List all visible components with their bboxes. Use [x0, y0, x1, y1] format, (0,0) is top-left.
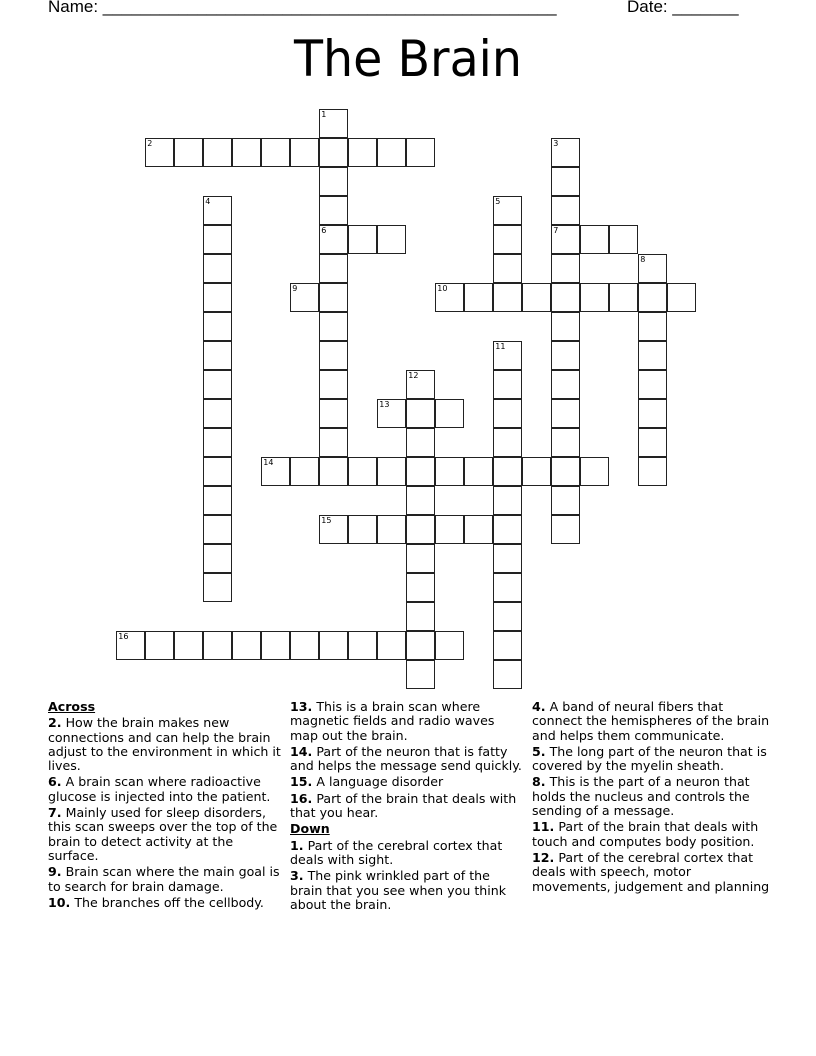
- grid-cell[interactable]: [493, 573, 522, 602]
- grid-cell[interactable]: [377, 515, 406, 544]
- grid-cell[interactable]: [638, 283, 667, 312]
- grid-cell[interactable]: [493, 370, 522, 399]
- clue-number: 13.: [290, 699, 313, 714]
- grid-cell[interactable]: [493, 254, 522, 283]
- grid-cell[interactable]: [319, 167, 348, 196]
- grid-cell[interactable]: [406, 457, 435, 486]
- clue-across-15: [290, 775, 526, 789]
- clue-number: 8.: [532, 774, 546, 790]
- grid-cell[interactable]: [464, 283, 493, 312]
- grid-cell[interactable]: [290, 631, 319, 660]
- grid-cell[interactable]: [435, 515, 464, 544]
- grid-cell[interactable]: [551, 341, 580, 370]
- clue-number: 5.: [532, 743, 546, 759]
- grid-cell[interactable]: [203, 573, 232, 602]
- grid-cell[interactable]: [232, 631, 261, 660]
- grid-cell[interactable]: [493, 486, 522, 515]
- grid-cell[interactable]: [493, 515, 522, 544]
- clue-number: 16.: [290, 790, 313, 806]
- grid-cell[interactable]: [406, 428, 435, 457]
- grid-cell[interactable]: [203, 428, 232, 457]
- grid-cell[interactable]: [232, 138, 261, 167]
- grid-cell[interactable]: [406, 370, 435, 399]
- grid-cell[interactable]: [464, 457, 493, 486]
- grid-cell[interactable]: [377, 457, 406, 486]
- grid-cell[interactable]: [406, 602, 435, 631]
- grid-cell[interactable]: [493, 399, 522, 428]
- clue-text: Mainly used for sleep disorders, this scan sweeps over the top of the brain to detect activity at the surface.: [48, 805, 278, 863]
- clue-down-12: [532, 851, 772, 894]
- grid-cell[interactable]: [406, 515, 435, 544]
- grid-cell[interactable]: [319, 341, 348, 370]
- grid-cell[interactable]: [203, 457, 232, 486]
- grid-cell[interactable]: [638, 341, 667, 370]
- down-heading: Down: [290, 821, 330, 837]
- grid-cell[interactable]: [203, 283, 232, 312]
- page-title: The Brain: [294, 30, 522, 88]
- grid-cell[interactable]: [493, 196, 522, 225]
- clue-number: 4.: [532, 699, 546, 714]
- grid-cell[interactable]: [551, 225, 580, 254]
- clue-text: Part of the cerebral cortex that deals with speech, motor movements, judgement and planning: [532, 849, 770, 894]
- grid-cell[interactable]: [319, 515, 348, 544]
- clue-text: Part of the neuron that is fatty and helps the message send quickly.: [290, 743, 522, 774]
- clue-across-9: [48, 865, 284, 894]
- grid-cell[interactable]: [174, 138, 203, 167]
- grid-cell[interactable]: [203, 196, 232, 225]
- grid-cell[interactable]: [406, 138, 435, 167]
- clue-across-13: [290, 700, 526, 743]
- clue-number: 6.: [48, 774, 62, 790]
- clues-column-1: [48, 700, 284, 912]
- grid-cell[interactable]: [319, 370, 348, 399]
- clue-text: The pink wrinkled part of the brain that you see when you think about the brain.: [290, 868, 507, 912]
- clue-number-label: 6: [321, 226, 327, 236]
- grid-cell[interactable]: [377, 138, 406, 167]
- clue-number: 15.: [290, 774, 313, 790]
- grid-cell[interactable]: [377, 399, 406, 428]
- clue-text: Part of the brain that deals with that you hear.: [290, 790, 517, 821]
- clue-number: 3.: [290, 868, 304, 884]
- clue-number-label: 10: [437, 284, 448, 294]
- grid-cell[interactable]: [203, 254, 232, 283]
- clue-down-8: [532, 775, 772, 818]
- grid-cell[interactable]: [319, 428, 348, 457]
- grid-cell[interactable]: [551, 196, 580, 225]
- grid-cell[interactable]: [203, 370, 232, 399]
- clue-number-label: 11: [495, 342, 506, 352]
- grid-cell[interactable]: [493, 631, 522, 660]
- grid-cell[interactable]: [319, 312, 348, 341]
- clue-text: Part of the brain that deals with touch and computes body position.: [532, 819, 759, 849]
- grid-cell[interactable]: [203, 399, 232, 428]
- grid-cell[interactable]: [203, 138, 232, 167]
- grid-cell[interactable]: [493, 428, 522, 457]
- grid-cell[interactable]: [319, 631, 348, 660]
- grid-cell[interactable]: [435, 283, 464, 312]
- clue-down-1: [290, 839, 526, 868]
- grid-cell[interactable]: [493, 457, 522, 486]
- grid-cell[interactable]: [493, 225, 522, 254]
- grid-cell[interactable]: [551, 428, 580, 457]
- grid-cell[interactable]: [551, 312, 580, 341]
- clue-number-label: 14: [263, 458, 274, 468]
- clue-down-3: [290, 869, 526, 912]
- clue-number: 2.: [48, 715, 62, 731]
- clue-number-label: 16: [118, 632, 129, 642]
- grid-cell[interactable]: [203, 225, 232, 254]
- clue-number-label: 8: [640, 255, 646, 265]
- grid-cell[interactable]: [638, 370, 667, 399]
- grid-cell[interactable]: [348, 225, 377, 254]
- clue-number: 14.: [290, 743, 313, 759]
- grid-cell[interactable]: [261, 138, 290, 167]
- clue-text: The long part of the neuron that is covered by the myelin sheath.: [532, 743, 767, 774]
- grid-cell[interactable]: [319, 254, 348, 283]
- clue-number-label: 13: [379, 400, 390, 410]
- grid-cell[interactable]: [638, 399, 667, 428]
- grid-cell[interactable]: [609, 283, 638, 312]
- grid-cell[interactable]: [406, 544, 435, 573]
- grid-cell[interactable]: [319, 283, 348, 312]
- clue-number: 1.: [290, 837, 304, 853]
- grid-cell[interactable]: [261, 631, 290, 660]
- grid-cell[interactable]: [551, 370, 580, 399]
- grid-cell[interactable]: [493, 602, 522, 631]
- grid-cell[interactable]: [319, 138, 348, 167]
- clue-number: 11.: [532, 819, 555, 835]
- clues-column-2: [290, 700, 526, 914]
- grid-cell[interactable]: [319, 225, 348, 254]
- grid-cell[interactable]: [319, 457, 348, 486]
- grid-cell[interactable]: [580, 225, 609, 254]
- grid-cell[interactable]: [261, 457, 290, 486]
- clue-text: Part of the cerebral cortex that deals with sight.: [290, 837, 503, 867]
- grid-cell[interactable]: [406, 399, 435, 428]
- grid-cell[interactable]: [638, 428, 667, 457]
- grid-cell[interactable]: [435, 457, 464, 486]
- clue-text: A brain scan where radioactive glucose is injected into the patient.: [48, 774, 271, 804]
- grid-cell[interactable]: [203, 544, 232, 573]
- clue-text: This is the part of a neuron that holds the nucleus and controls the sending of a message.: [532, 774, 750, 819]
- grid-cell[interactable]: [174, 631, 203, 660]
- clue-number-label: 15: [321, 516, 332, 526]
- grid-cell[interactable]: [290, 457, 319, 486]
- grid-cell[interactable]: [348, 457, 377, 486]
- clue-number: 10.: [48, 894, 71, 910]
- grid-cell[interactable]: [319, 196, 348, 225]
- clue-number-label: 4: [205, 197, 211, 207]
- grid-cell[interactable]: [145, 138, 174, 167]
- grid-cell[interactable]: [493, 283, 522, 312]
- grid-cell[interactable]: [551, 254, 580, 283]
- clue-down-11: [532, 820, 772, 849]
- grid-cell[interactable]: [406, 486, 435, 515]
- grid-cell[interactable]: [638, 254, 667, 283]
- clue-number: 9.: [48, 864, 62, 880]
- grid-cell[interactable]: [435, 631, 464, 660]
- grid-cell[interactable]: [377, 631, 406, 660]
- clue-across-10: [48, 896, 284, 910]
- clue-down-4: [532, 700, 772, 743]
- grid-cell[interactable]: [290, 283, 319, 312]
- clue-number-label: 1: [321, 110, 327, 120]
- grid-cell[interactable]: [551, 138, 580, 167]
- grid-cell[interactable]: [203, 631, 232, 660]
- clue-number-label: 2: [147, 139, 153, 149]
- name-field[interactable]: Name: ________________________________________________: [48, 0, 557, 16]
- grid-cell[interactable]: [377, 225, 406, 254]
- grid-cell[interactable]: [493, 544, 522, 573]
- grid-cell[interactable]: [522, 283, 551, 312]
- grid-cell[interactable]: [145, 631, 174, 660]
- clue-number: 12.: [532, 849, 555, 865]
- clue-text: How the brain makes new connections and can help the brain adjust to the environment in which it lives.: [48, 715, 281, 774]
- grid-cell[interactable]: [551, 486, 580, 515]
- clue-text: A language disorder: [316, 774, 444, 790]
- clue-text: A band of neural fibers that connect the hemispheres of the brain and helps them communicate.: [532, 699, 770, 743]
- grid-cell[interactable]: [406, 631, 435, 660]
- grid-cell[interactable]: [551, 283, 580, 312]
- clue-across-2: [48, 716, 284, 773]
- clue-number-label: 7: [553, 226, 559, 236]
- clue-text: Brain scan where the main goal is to search for brain damage.: [48, 864, 280, 894]
- grid-cell[interactable]: [522, 457, 551, 486]
- grid-cell[interactable]: [638, 312, 667, 341]
- clue-across-6: [48, 775, 284, 804]
- grid-cell[interactable]: [203, 515, 232, 544]
- across-heading: Across: [48, 699, 96, 714]
- clue-number-label: 3: [553, 139, 559, 149]
- grid-cell[interactable]: [348, 138, 377, 167]
- grid-cell[interactable]: [609, 225, 638, 254]
- grid-cell[interactable]: [203, 486, 232, 515]
- grid-cell[interactable]: [667, 283, 696, 312]
- grid-cell[interactable]: [348, 631, 377, 660]
- clue-down-5: [532, 745, 772, 774]
- grid-cell[interactable]: [319, 399, 348, 428]
- clue-text: The branches off the cellbody.: [74, 894, 264, 910]
- clue-text: This is a brain scan where magnetic fields and radio waves map out the brain.: [290, 699, 495, 743]
- clue-number-label: 12: [408, 371, 419, 381]
- clue-number-label: 9: [292, 284, 298, 294]
- grid-cell[interactable]: [203, 341, 232, 370]
- date-field[interactable]: Date: _______: [627, 0, 739, 16]
- grid-cell[interactable]: [319, 109, 348, 138]
- clues-column-3: [532, 700, 772, 896]
- clue-number-label: 5: [495, 197, 501, 207]
- grid-cell[interactable]: [116, 631, 145, 660]
- grid-cell[interactable]: [464, 515, 493, 544]
- grid-cell[interactable]: [551, 167, 580, 196]
- grid-cell[interactable]: [551, 399, 580, 428]
- grid-cell[interactable]: [348, 515, 377, 544]
- grid-cell[interactable]: [638, 457, 667, 486]
- grid-cell[interactable]: [551, 457, 580, 486]
- clue-across-16: [290, 792, 526, 821]
- grid-cell[interactable]: [493, 341, 522, 370]
- grid-cell[interactable]: [580, 283, 609, 312]
- clue-number: 7.: [48, 805, 62, 821]
- grid-cell[interactable]: [580, 457, 609, 486]
- grid-cell[interactable]: [290, 138, 319, 167]
- clue-across-7: [48, 806, 284, 863]
- grid-cell[interactable]: [203, 312, 232, 341]
- grid-cell[interactable]: [435, 399, 464, 428]
- clue-across-14: [290, 745, 526, 774]
- grid-cell[interactable]: [406, 573, 435, 602]
- crossword-grid: [117, 110, 697, 690]
- worksheet-header: [48, 0, 739, 17]
- grid-cell[interactable]: [493, 660, 522, 689]
- grid-cell[interactable]: [551, 515, 580, 544]
- grid-cell[interactable]: [406, 660, 435, 689]
